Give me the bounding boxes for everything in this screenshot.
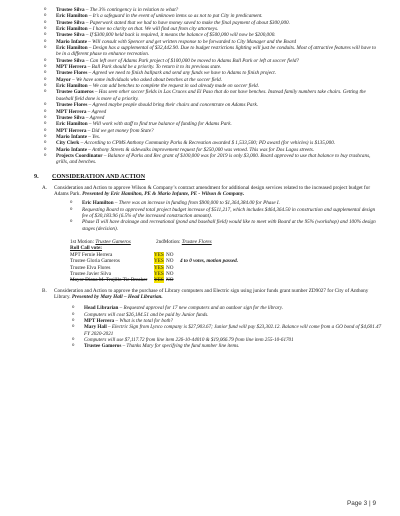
speaker-name: Eric Hamilton (56, 45, 88, 52)
discussion-entry: o Trustee Silva – If $300,000 held back is required, it means the balance of $500,000 will now be $200,000. (44, 32, 382, 38)
entry-text: Did we get money from State? (91, 127, 154, 134)
discussion-entry: o Trustee Silva – Paperwork stated that we had to have money saved to make the final payment of about $300,000. (44, 20, 382, 26)
item-text: Consideration and Action to approve the purchase of Library computers and Electric sign using junior funds grant number ZD9027 for City of Anthony Library. (54, 287, 369, 301)
vote-no: NO (166, 277, 174, 284)
section-heading (30, 173, 382, 181)
voter-name: Mayor Diana M. Trujillo Tie Breaker (70, 277, 148, 284)
agenda-item-a (42, 185, 382, 198)
speaker-name: Mario Infante (56, 146, 87, 153)
yes-highlight: YES (154, 270, 164, 277)
discussion-entry: o City Clerk – According to CPMS Anthony Community Parks & Recreation awarded $ 1,533,500; PD award (for vehicles) is $135,000. (44, 140, 382, 146)
vote-no: NO (166, 251, 174, 258)
discussion-entry: o Head Librarian – Requested approval for 17 new computers and an outdoor sign for the library. (72, 305, 382, 311)
entry-text: Agreed (89, 114, 105, 121)
discussion-entry: o Trustee Silva – The 3% contingency is in relation to what? (44, 7, 382, 13)
entry-text: Yes. (92, 133, 101, 140)
page-total: 9 (372, 500, 376, 507)
entry-text: The 3% contingency is in relation to what? (89, 7, 179, 13)
speaker-name: Mayor (56, 76, 71, 83)
speaker-name: Trustee Silva (56, 7, 85, 13)
item-a-notes (56, 200, 382, 232)
yes-highlight: YES (154, 277, 164, 284)
item-letter: A. (42, 184, 48, 191)
entry-text: Can left over of Adams Park project of $100,000 be moved to Adams Ball Park or left at soccer field? (89, 57, 299, 64)
discussion-entry: o Trustee Gameros – Thanks Mary for specifying the fund number line items. (72, 343, 382, 349)
discussion-entry: o Mayor – We have some individuals who asked about benches at the soccer field. (44, 77, 382, 83)
entry-text: Thanks Mary for specifying the fund number line items. (126, 343, 240, 350)
entry-text: We can add benches to complete the request in sod already made on soccer field. (92, 83, 260, 90)
speaker-name: Trustee Silva (56, 57, 85, 64)
vote-row (70, 277, 382, 283)
entry-text: Electric Sign from Lynco company is $27,903.67; Junior fund will pay $23,302.12. Balance will come from a GO bond of $4,601.47 FY 2020-2021 (84, 324, 382, 337)
entry-text: Computers will use $7,117.72 from line item 226-10-44010 & $19,066.79 from line item 255-10-61701 (84, 336, 294, 343)
entry-text: Design has a supplemental of $32,442.90. Due to budget restrictions lighting will just be conduits. Most of attractive features will have to be in a different phase to enhance recreation. (56, 45, 377, 58)
item-presenters: Presented by Eric Hamilton, PE & Mario Infante, PE - Wilson & Company. (82, 190, 245, 197)
entry-text: What is the total for both? (119, 317, 173, 324)
entry-text: Phase II will have drainage and recreational (pond and baseball field) would like to meet with Board at the 95% (workshop) and 100% design stages (decision). (82, 219, 376, 232)
voter-name: Trustee Gloria Gameros (70, 258, 120, 265)
entry-text: We have some individuals who asked about benches at the soccer field. (76, 76, 223, 83)
voter-name: MPT Fernie Herrera (70, 251, 113, 258)
page-footer: Page 3 | 9 (346, 500, 376, 507)
discussion-entry: o Trustee Flores – Agreed maybe people should bring their chairs and concentrate on Adams Park. (44, 102, 382, 108)
vote-no: NO (166, 264, 174, 271)
speaker-name: Eric Hamilton (82, 200, 114, 207)
discussion-entry: o Mario Infante – Yes. (44, 134, 382, 140)
motion-block (70, 239, 382, 284)
discussion-entry: o Eric Hamilton – We can add benches to complete the request in sod already made on soccer field. (44, 83, 382, 89)
entry-text: I have no clarity on that. We will find out from city attorneys. (92, 26, 219, 33)
entry-text: According to CPMS Anthony Community Parks & Recreation awarded $ 1,533,500; PD award (for vehicles) is $135,000. (84, 140, 336, 147)
discussion-entry: o Eric Hamilton – I have no clarity on that. We will find out from city attorneys. (44, 26, 382, 32)
entry-text: Ball Park should be a priority. To return it to its previous state. (91, 64, 222, 71)
speaker-name: Eric Hamilton (56, 83, 88, 90)
item-presenters: Presented by Mary Hall – Head Librarian. (71, 294, 163, 301)
discussion-entry: o Eric Hamilton – Design has a supplemental of $32,442.90. Due to budget restrictions lighting will just be conduits. Most of attractive features will have to be in a different phase to enhance recreation. (44, 45, 382, 58)
roll-call-label: Roll Call vote: (70, 245, 102, 252)
yes-highlight: YES (154, 264, 164, 271)
entry-text: Computers will cost $26,184.51 and be paid by Junior funds. (84, 311, 209, 318)
entry-text: Will work with staff to find true balance of funding for Adams Park. (92, 121, 232, 128)
entry-text: It’s a safeguard in the event of unknown items so as not to put City in predicament. (92, 13, 263, 20)
yes-highlight: YES (154, 251, 164, 258)
discussion-list (30, 7, 382, 166)
entry-text: Has seen other soccer fields in Las Cruces and El Paso that do not have benches. Instead family numbers take chairs. Getting the baseball field done is more of a priority. (56, 89, 366, 102)
speaker-name: Trustee Silva (56, 114, 85, 121)
voter-name: Trustee Javier Silva (70, 270, 112, 277)
speaker-name: Mario Infante (56, 38, 87, 45)
speaker-name: Trustee Flores (56, 102, 88, 109)
speaker-name: Trustee Flores (56, 70, 88, 77)
speaker-name: Eric Hamilton (56, 13, 88, 20)
speaker-name: Trustee Gameros (84, 343, 122, 350)
entry-text: Will consult with Spencer and get written response to be forwarded to City Manager and the Board (92, 38, 297, 45)
speaker-name: MPT Herrera (56, 64, 87, 71)
speaker-name: Trustee Silva (56, 32, 85, 39)
entry-text: Requested approval for 17 new computers and an outdoor sign for the library. (123, 305, 284, 312)
discussion-entry: o Trustee Silva – Can left over of Adams Park project of $100,000 be moved to Adams Ball Park or left at soccer field? (44, 58, 382, 64)
entry-text: Agreed maybe people should bring their chairs and concentrate on Adams Park. (92, 102, 259, 109)
item-description (54, 185, 382, 198)
discussion-entry: o Mario Infante – Will consult with Spencer and get written response to be forwarded to City Manager and the Board (44, 39, 382, 45)
discussion-entry (70, 219, 382, 232)
item-text: Consideration and Action to approve Wilson & Company’s contract amendment for additional design services related to the increased project budget for Adams Park. (54, 184, 371, 197)
vote-yes (154, 277, 166, 283)
speaker-name: MPT Herrera (84, 317, 115, 324)
page-label: Page (346, 500, 362, 507)
yes-highlight: YES (154, 258, 164, 265)
speaker-name: Trustee Gameros (56, 89, 94, 96)
speaker-name: MPT Herrera (56, 108, 87, 115)
discussion-entry: o Projects Coordinator – Balance of Parks and Rec grant of $100,000 was for 2019 is only $3,000. Board approved to use that balance to buy trashcans, grills, and benches. (44, 153, 382, 166)
speaker-name: Mary Hall (84, 324, 107, 331)
item-description (54, 288, 382, 301)
agenda-item-b (42, 288, 382, 301)
entry-text: Agreed (91, 108, 107, 115)
speaker-name: City Clerk (56, 140, 80, 147)
speaker-name: Eric Hamilton (56, 121, 88, 128)
speaker-name: Mario Infante (56, 133, 87, 140)
entry-text: Paperwork stated that we had to have money saved to make the final payment of about $300,000. (89, 19, 290, 26)
motion2-label: 2ndMotion: (155, 238, 181, 245)
entry-text: Agreed we need to finish ballpark and send any funds we have to Adams to finish project. (92, 70, 276, 77)
motion1-label: 1st Motion: (70, 238, 95, 245)
section-title: CONSIDERATION AND ACTION (52, 172, 146, 180)
discussion-entry: o MPT Herrera – Ball Park should be a priority. To return it to its previous state. (44, 64, 382, 70)
discussion-entry: o Mario Infante – Anthony Streets & sidewalks improvement request for $250,000 was vetoed. This was for Dos Lagos streets. (44, 147, 382, 153)
discussion-entry: o MPT Herrera – What is the total for both? (72, 318, 382, 324)
discussion-entry: o Trustee Gameros – Has seen other soccer fields in Las Cruces and El Paso that do not have benches. Instead family numbers take chairs. Getting the baseball field done is more of a priority. (44, 89, 382, 102)
discussion-entry: o MPT Herrera – Agreed (44, 109, 382, 115)
motion2-name: Trustee Flores (181, 238, 212, 245)
discussion-entry (70, 207, 382, 220)
speaker-name: Eric Hamilton (56, 26, 88, 33)
item-letter: B. (42, 287, 47, 294)
discussion-entry: o Mary Hall – Electric Sign from Lynco company is $27,903.67; Junior fund will pay $23,302.12. Balance will come from a GO bond of $4,601.47 FY 2020-2021 (72, 324, 382, 337)
section-number: 9. (34, 172, 39, 180)
discussion-entry: o Trustee Silva – Agreed (44, 115, 382, 121)
voter-name: Trustee Elva Flores (70, 264, 111, 271)
speaker-name: Head Librarian (84, 305, 119, 312)
vote-no: NO (166, 258, 174, 265)
vote-note: 4 to 0 votes, motion passed. (180, 258, 239, 265)
entry-text: If $300,000 held back is required, it means the balance of $500,000 will now be $200,000. (89, 32, 276, 39)
entry-text: Anthony Streets & sidewalks improvement request for $250,000 was vetoed. This was for Dos Lagos streets. (92, 146, 315, 153)
item-b-notes (58, 305, 382, 349)
discussion-entry: o MPT Herrera – Did we get money from State? (44, 128, 382, 134)
page-current: 3 (363, 500, 368, 507)
entry-text: There was an increase in funding from $900,000 to $1,364,384.00 for Phase I. (118, 200, 280, 207)
entry-text: Requesting Board to approved total project budget increase of $511,217, which includes $464,364.50 in construction and supplemental design fee of $30,183.96 (6.5% of the increased construction amount). (82, 206, 376, 219)
vote-no: NO (166, 270, 174, 277)
entry-text: Balance of Parks and Rec grant of $100,000 was for 2019 is only $3,000. Board approved to use that balance to buy trashcans, grills, and benches. (56, 152, 371, 166)
discussion-entry: o Eric Hamilton – Will work with staff to find true balance of funding for Adams Park. (44, 121, 382, 127)
discussion-entry: o Trustee Flores – Agreed we need to finish ballpark and send any funds we have to Adams to finish project. (44, 70, 382, 76)
vote-table (70, 252, 382, 284)
discussion-entry: o Eric Hamilton – It’s a safeguard in the event of unknown items so as not to put City in predicament. (44, 13, 382, 19)
motion1-name: Trustee Gameros (95, 238, 131, 245)
speaker-name: Trustee Silva (56, 19, 85, 26)
speaker-name: MPT Herrera (56, 127, 87, 134)
discussion-entry: o Eric Hamilton – There was an increase in funding from $900,000 to $1,364,384.00 for Phase I. (70, 200, 382, 206)
speaker-name: Projects Coordinator (56, 152, 103, 159)
